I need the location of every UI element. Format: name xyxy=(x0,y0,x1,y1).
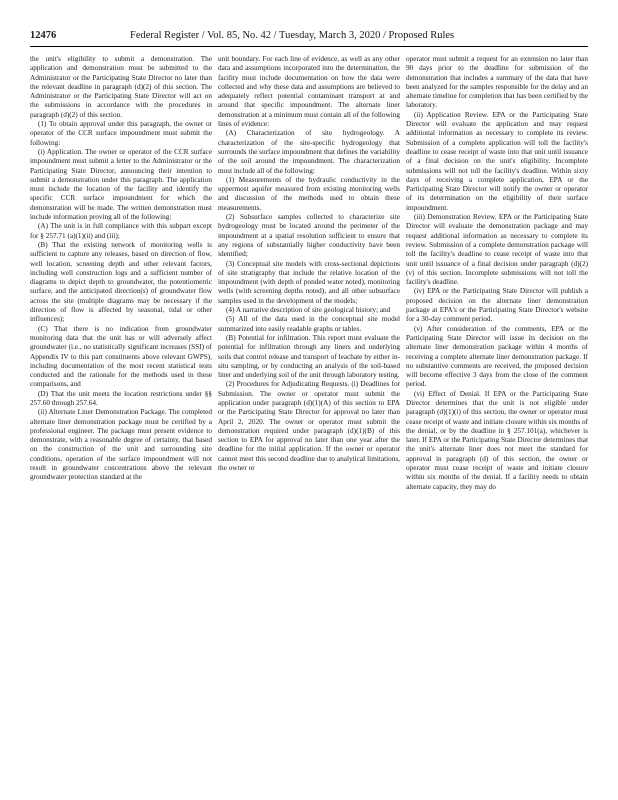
page-number: 12476 xyxy=(30,30,57,41)
paragraph: (1) To obtain approval under this paragraph, the owner or operator of the CCR surface impoundment must submit the following: xyxy=(30,120,212,147)
paragraph: operator must submit a request for an extension no later than 90 days prior to the deadline for submission of the demonstration that includes a summary of the data that have been analyzed for the samples responsible for the delay and an alternate timeline for completion that has been certified by the laboratory. xyxy=(406,55,588,110)
paragraph: (3) Conceptual site models with cross-sectional depictions of site stratigraphy that include the relative location of the impoundment (with depth of ponded water noted), monitoring wells (with screening depths noted), and all other subsurface samples used in the development of the models; xyxy=(218,259,400,305)
paragraph: (C) That there is no indication from groundwater monitoring data that the unit has or will adversely affect groundwater (i.e., no statistically significant increases (SSI) of Appendix IV to this part constituents above relevant GWPS), including documentation of the most recent statistical tests conducted and the rationale for the methods used in these comparisons, and xyxy=(30,324,212,389)
text-column-3 xyxy=(406,55,588,795)
text-column-2 xyxy=(218,55,400,795)
paragraph: (A) The unit is in full compliance with this subpart except for § 257.71 (a)(1)(ii) and (iii); xyxy=(30,222,212,240)
paragraph: (ii) Alternate Liner Demonstration Package. The completed alternate liner demonstration package must be certified by a professional engineer. The package must present evidence to demonstrate, with a reasonable degree of certainty, that based on the construction of the unit and surrounding site conditions, operation of the surface impoundment will not result in groundwater concentrations above the relevant groundwater protection standard at the xyxy=(30,408,212,482)
paragraph: (B) That the existing network of monitoring wells is sufficient to capture any releases, based on direction of flow, well location, screening depth and other relevant factors, including well construction logs and a sufficient number of diagrams to depict depth to groundwater, the potentiometric surface, and the anticipated direction(s) of groundwater flow across the site (multiple diagrams may be necessary if the direction of flow is affected by seasonal, tidal or other influences); xyxy=(30,240,212,324)
paragraph: (B) Potential for infiltration. This report must evaluate the potential for infiltration through any liners and underlying soils that control release and transport of leachate by either in-situ sampling, or by conducting an analysis of the soil-based liner and underlying soil of the unit through laboratory testing. xyxy=(218,333,400,380)
publication-line: Federal Register / Vol. 85, No. 42 / Tuesday, March 3, 2020 / Proposed Rules xyxy=(130,30,455,41)
paragraph: (5) All of the data used in the conceptual site model summarized into easily readable graphs or tables. xyxy=(218,315,400,333)
paragraph: (2) Procedures for Adjudicating Requests. (i) Deadlines for Submission. The owner or operator must submit the application under paragraph (d)(1)(A) of this section to EPA or the Participating State Director for approval no later than April 2, 2020. The owner or operator must submit the demonstration required under paragraph (d)(1)(B) of this section to EPA for approval no later than one year after the deadline for the initial application. If the owner or operator cannot meet this second deadline due to analytical limitations, the owner or xyxy=(218,380,400,473)
paragraph: (D) That the unit meets the location restrictions under §§ 257.60 through 257.64. xyxy=(30,389,212,407)
paragraph: (4) A narrative description of site geological history; and xyxy=(226,306,391,315)
paragraph: (A) Characterization of site hydrogeology. A characterization of the site-specific hydrogeology that surrounds the surface impoundment that defines the variability of the soil around the impoundment. The characterization must include all of the following: xyxy=(218,129,400,175)
paragraph: (2) Subsurface samples collected to characterize site hydrogeology must be located around the perimeter of the impoundment at a spatial resolution sufficient to ensure that any regions of substantially higher conductivity have been identified; xyxy=(218,213,400,259)
page-header xyxy=(30,30,588,44)
paragraph: (iv) EPA or the Participating State Director will publish a proposed decision on the alternate liner demonstration package at EPA's or the Participating State Director's website for a 30-day comment period. xyxy=(406,287,588,324)
paragraph: (vi) Effect of Denial. If EPA or the Participating State Director determines that the unit is not eligible under paragraph (d)(1)(i) of this section, the owner or operator must cease receipt of waste and initiate closure within six months of the denial, or by the deadline in § 257.101(a), whichever is later. If EPA or the Participating State Director determines that the unit's alternate liner does not meet the standard for approval in paragraph (d) of this section, the owner or operator must cease receipt of waste and initiate closure within six months of the denial. If a facility needs to obtain alternate capacity, they may do xyxy=(406,389,588,491)
paragraph: the unit's eligibility to submit a demonstration. The application and demonstration must be submitted to the Administrator or the Participating State Director no later than the relevant deadline in paragraph (d)(2) of this section. The Administrator or the Participating State Director will act on the submissions in accordance with the procedures in paragraph (d)(2) of this section. xyxy=(30,55,212,119)
paragraph: (v) After consideration of the comments, EPA or the Participating State Director will issue its decision on the alternate liner demonstration package within 4 months of receiving a complete alternate liner demonstration package. If no substantive comments are received, the proposed decision will become effective 3 days from the close of the comment period. xyxy=(406,324,588,389)
paragraph: (1) Measurements of the hydraulic conductivity in the uppermost aquifer measured from existing monitoring wells and discussion of the methods used to obtain these measurements. xyxy=(218,175,400,212)
paragraph: (iii) Demonstration Review. EPA or the Participating State Director will evaluate the demonstration package and may request additional information as necessary to complete its review. Submission of a complete demonstration package will toll the facility's deadline to cease receipt of waste into that unit until issuance of a final decision under paragraph (d)(2)(v) of this section. Incomplete submissions will not toll the facility's deadline. xyxy=(406,213,588,287)
text-column-1 xyxy=(30,55,212,795)
paragraph: (ii) Application Review. EPA or the Participating State Director will evaluate the application and may request additional information as necessary to complete its review. Submission of a complete application will toll the facility's deadline to cease receipt of waste into that unit until issuance of a final decision on the unit's eligibility. Incomplete submissions will not toll the facility's deadline. Within sixty days of receiving a complete application, EPA or the Participating State Director will notify the owner or operator of its determination on the eligibility of their surface impoundment. xyxy=(406,110,588,212)
paragraph: unit boundary. For each line of evidence, as well as any other data and assumptions incorporated into the determination, the facility must include documentation on how the data were collected and why these data and assumptions are believed to adequately reflect potential contaminant transport at and around that specific impoundment. The alternate liner demonstration at a minimum must contain all of the following lines of evidence: xyxy=(218,55,400,129)
header-rule xyxy=(30,46,588,47)
paragraph: (i) Application. The owner or operator of the CCR surface impoundment must submit a letter to the Administrator or the Participating State Director, announcing their intention to submit a demonstration under this paragraph. The application must include the location of the facility and identify the specific CCR surface impoundment for which the demonstration will be made. The written demonstration must include information proving all of the following: xyxy=(30,147,212,222)
